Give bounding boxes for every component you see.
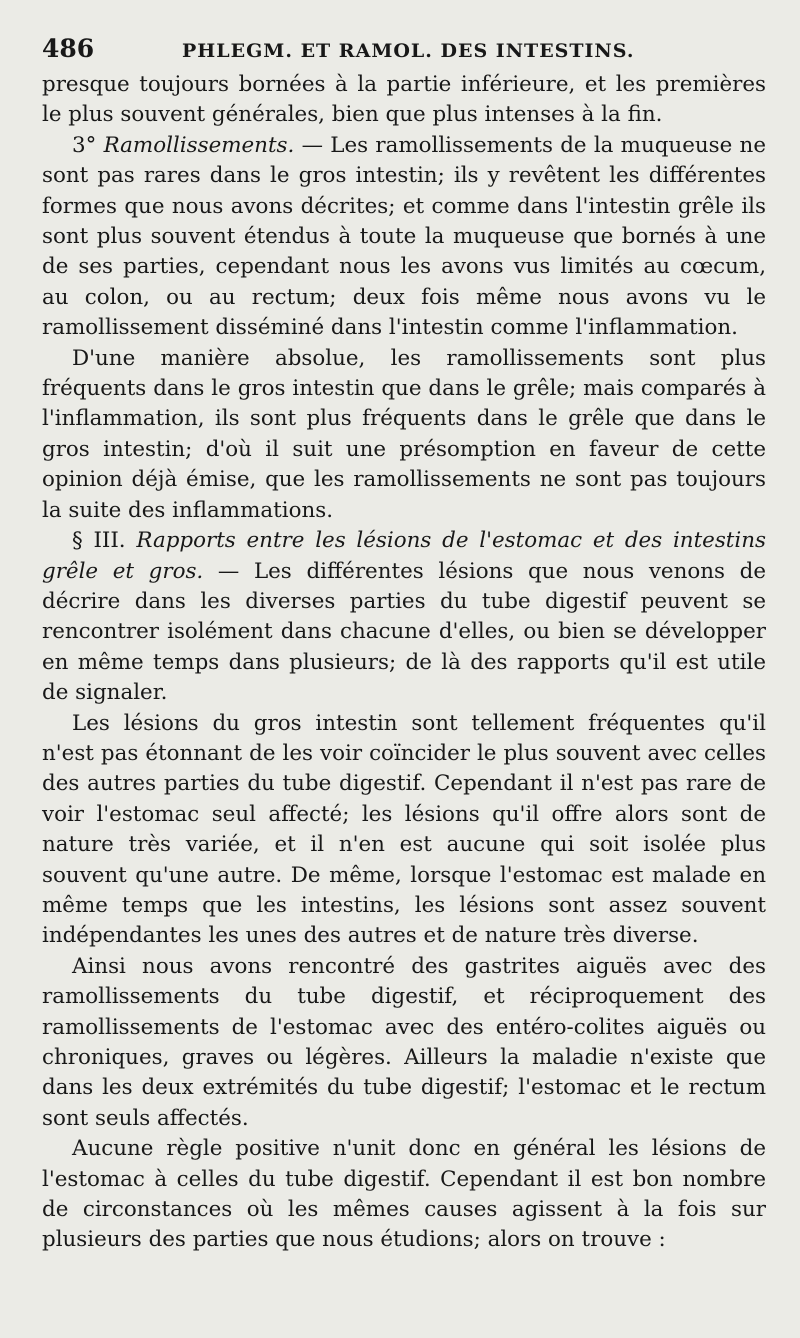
page-number: 486 xyxy=(42,34,95,63)
section-number: § III. xyxy=(72,528,137,554)
body-text xyxy=(42,70,766,1256)
paragraph-heading-ramollissements: Ramollissements. xyxy=(103,132,295,158)
running-head: PHLEGM. ET RAMOL. DES INTESTINS. xyxy=(182,40,635,62)
section-text: — Les différentes lésions que nous venons de décrire dans les diverses parties du tube digestif peuvent se rencontrer isolément dans chacune d'elles, ou bien se développer en même temps dans plusieurs; de là des rapports qu'il est utile de signaler. xyxy=(42,558,766,706)
paragraph-3: D'une manière absolue, les ramollissements sont plus fréquents dans le gros intestin que dans le grêle; mais comparés à l'inflammation, ils sont plus fréquents dans le grêle que dans le gros intestin; d'où il suit une présomption en faveur de cette opinion déjà émise, que les ramollissements ne sont pas toujours la suite des inflammations. xyxy=(42,345,766,523)
paragraph-1: presque toujours bornées à la partie inférieure, et les premières le plus souvent générales, bien que plus intenses à la fin. xyxy=(42,72,766,128)
section-heading-rapports: Rapports entre les lésions de l'estomac et des intestins grêle et gros. xyxy=(42,528,766,584)
paragraph-7: Aucune règle positive n'unit donc en général les lésions de l'estomac à celles du tube digestif. Cependant il est bon nombre de circonstances où les mêmes causes agissent à la fois sur plusieurs des parties que nous étudions; alors on trouve : xyxy=(42,1136,766,1253)
section-rapports xyxy=(42,526,766,708)
paragraph-6: Ainsi nous avons rencontré des gastrites aiguës avec des ramollissements du tube digestif, et réciproquement des ramollissements de l'estomac avec des entéro-colites aiguës ou chroniques, graves ou légères. Ailleurs la maladie n'existe que dans les deux extrémités du tube digestif; l'estomac et le rectum sont seuls affectés. xyxy=(42,953,766,1131)
paragraph-5: Les lésions du gros intestin sont tellement fréquentes qu'il n'est pas étonnant de les voir coïncider le plus souvent avec celles des autres parties du tube digestif. Cependant il n'est pas rare de voir l'estomac seul affecté; les lésions qu'il offre alors sont de nature très variée, et il n'en est aucune qui soit isolée plus souvent qu'une autre. De même, lorsque l'estomac est malade en même temps que les intestins, les lésions sont assez souvent indépendantes les unes des autres et de nature très diverse. xyxy=(42,710,766,949)
page-header xyxy=(42,34,766,68)
paragraph-text: — Les ramollissements de la muqueuse ne sont pas rares dans le gros intestin; ils y revêtent les différentes formes que nous avons décrites; et comme dans l'intestin grêle ils sont plus souvent étendus à toute la muqueuse que bornés à une de ses parties, cependant nous les avons vus limités au cœcum, au colon, ou au rectum; deux fois même nous avons vu le ramollissement disséminé dans l'intestin comme l'inflammation. xyxy=(42,132,766,341)
paragraph-number: 3° xyxy=(72,132,104,158)
paragraph-ramollissements xyxy=(42,131,766,344)
